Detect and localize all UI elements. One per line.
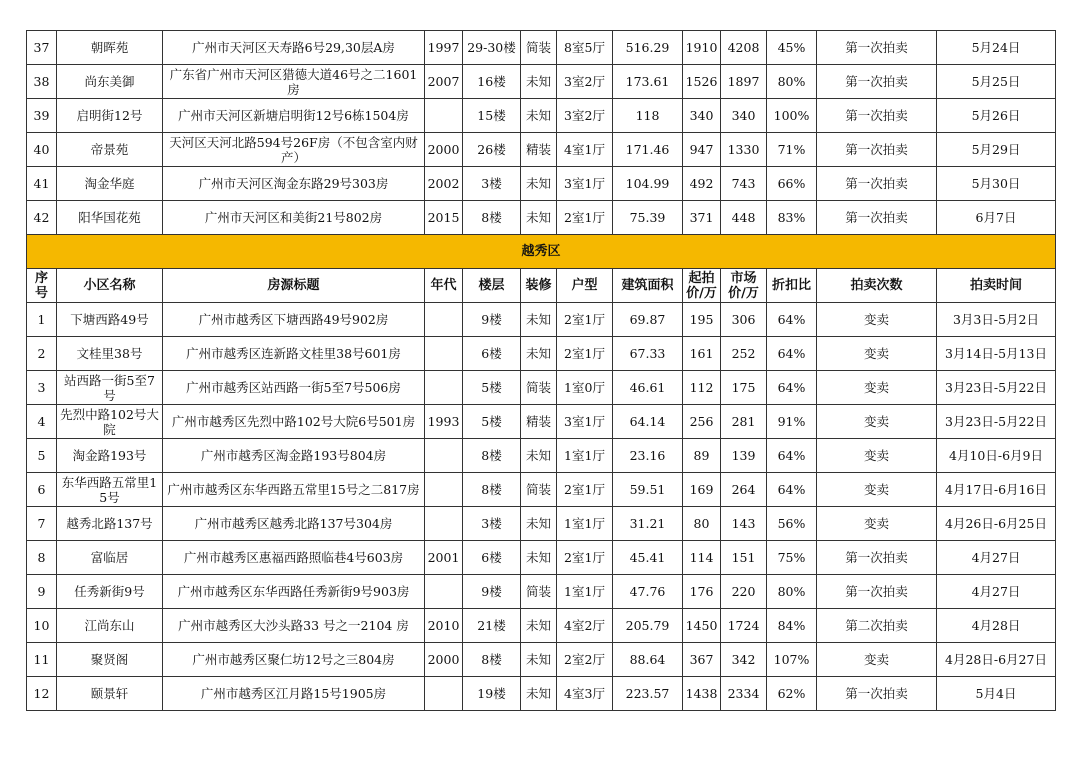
index-cell: 41	[27, 167, 57, 201]
listing-title-cell: 广州市越秀区连新路文桂里38号601房	[163, 337, 425, 371]
listing-title-cell: 广州市越秀区东华西路五常里15号之二817房	[163, 473, 425, 507]
listing-title-cell: 广州市越秀区下塘西路49号902房	[163, 303, 425, 337]
floor-area-cell: 45.41	[613, 541, 683, 575]
layout-cell: 1室1厅	[557, 575, 613, 609]
auction-listing-table	[26, 30, 1056, 711]
community-name-cell: 下塘西路49号	[57, 303, 163, 337]
listing-title-cell: 广州市越秀区淘金路193号804房	[163, 439, 425, 473]
table-row	[27, 439, 1056, 473]
index-cell: 37	[27, 31, 57, 65]
header-layout: 户型	[557, 269, 613, 303]
header-listing-title: 房源标题	[163, 269, 425, 303]
starting-price-cell: 371	[683, 201, 721, 235]
market-price-cell: 139	[721, 439, 767, 473]
community-name-cell: 先烈中路102号大院	[57, 405, 163, 439]
market-price-cell: 2334	[721, 677, 767, 711]
floor-cell: 3楼	[463, 167, 521, 201]
year-built-cell	[425, 677, 463, 711]
discount-ratio-cell: 83%	[767, 201, 817, 235]
year-built-cell: 2000	[425, 133, 463, 167]
year-built-cell	[425, 575, 463, 609]
starting-price-cell: 367	[683, 643, 721, 677]
discount-ratio-cell: 64%	[767, 371, 817, 405]
starting-price-cell: 80	[683, 507, 721, 541]
auction-round-cell: 第一次拍卖	[817, 677, 937, 711]
table-row	[27, 575, 1056, 609]
auction-round-cell: 变卖	[817, 337, 937, 371]
market-price-cell: 220	[721, 575, 767, 609]
community-name-cell: 尚东美御	[57, 65, 163, 99]
starting-price-cell: 112	[683, 371, 721, 405]
market-price-cell: 151	[721, 541, 767, 575]
layout-cell: 1室1厅	[557, 507, 613, 541]
community-name-cell: 越秀北路137号	[57, 507, 163, 541]
discount-ratio-cell: 91%	[767, 405, 817, 439]
layout-cell: 1室0厅	[557, 371, 613, 405]
market-price-cell: 340	[721, 99, 767, 133]
auction-round-cell: 第一次拍卖	[817, 31, 937, 65]
district-section-row	[27, 235, 1056, 269]
decoration-cell: 未知	[521, 303, 557, 337]
auction-date-cell: 5月26日	[937, 99, 1056, 133]
market-price-cell: 175	[721, 371, 767, 405]
floor-cell: 5楼	[463, 371, 521, 405]
table-row	[27, 65, 1056, 99]
market-price-cell: 743	[721, 167, 767, 201]
index-cell: 8	[27, 541, 57, 575]
floor-cell: 3楼	[463, 507, 521, 541]
header-auction-round: 拍卖次数	[817, 269, 937, 303]
layout-cell: 2室2厅	[557, 643, 613, 677]
community-name-cell: 富临居	[57, 541, 163, 575]
decoration-cell: 未知	[521, 609, 557, 643]
layout-cell: 2室1厅	[557, 337, 613, 371]
discount-ratio-cell: 45%	[767, 31, 817, 65]
index-cell: 7	[27, 507, 57, 541]
market-price-cell: 4208	[721, 31, 767, 65]
decoration-cell: 未知	[521, 439, 557, 473]
layout-cell: 4室1厅	[557, 133, 613, 167]
layout-cell: 1室1厅	[557, 439, 613, 473]
layout-cell: 2室1厅	[557, 541, 613, 575]
floor-area-cell: 47.76	[613, 575, 683, 609]
index-cell: 38	[27, 65, 57, 99]
decoration-cell: 未知	[521, 65, 557, 99]
community-name-cell: 站西路一街5至7号	[57, 371, 163, 405]
header-year-built: 年代	[425, 269, 463, 303]
year-built-cell	[425, 507, 463, 541]
auction-date-cell: 4月26日-6月25日	[937, 507, 1056, 541]
auction-round-cell: 变卖	[817, 473, 937, 507]
floor-area-cell: 46.61	[613, 371, 683, 405]
auction-round-cell: 第一次拍卖	[817, 541, 937, 575]
header-auction-date: 拍卖时间	[937, 269, 1056, 303]
year-built-cell: 2001	[425, 541, 463, 575]
auction-date-cell: 3月23日-5月22日	[937, 405, 1056, 439]
starting-price-cell: 256	[683, 405, 721, 439]
year-built-cell: 2007	[425, 65, 463, 99]
year-built-cell	[425, 337, 463, 371]
table-row	[27, 133, 1056, 167]
starting-price-cell: 114	[683, 541, 721, 575]
decoration-cell: 简装	[521, 371, 557, 405]
market-price-cell: 143	[721, 507, 767, 541]
listing-title-cell: 广州市越秀区惠福西路照临巷4号603房	[163, 541, 425, 575]
listing-title-cell: 广州市越秀区先烈中路102号大院6号501房	[163, 405, 425, 439]
layout-cell: 2室1厅	[557, 473, 613, 507]
header-market-price: 市场价/万	[721, 269, 767, 303]
auction-date-cell: 5月29日	[937, 133, 1056, 167]
layout-cell: 3室1厅	[557, 167, 613, 201]
floor-cell: 8楼	[463, 473, 521, 507]
header-community-name: 小区名称	[57, 269, 163, 303]
year-built-cell	[425, 439, 463, 473]
listing-title-cell: 广州市天河区天寿路6号29,30层A房	[163, 31, 425, 65]
listing-title-cell: 广州市越秀区站西路一街5至7号506房	[163, 371, 425, 405]
discount-ratio-cell: 64%	[767, 439, 817, 473]
year-built-cell	[425, 303, 463, 337]
listing-title-cell: 广州市越秀区东华西路任秀新街9号903房	[163, 575, 425, 609]
decoration-cell: 简装	[521, 575, 557, 609]
auction-round-cell: 第一次拍卖	[817, 65, 937, 99]
market-price-cell: 1724	[721, 609, 767, 643]
floor-cell: 9楼	[463, 303, 521, 337]
auction-date-cell: 3月14日-5月13日	[937, 337, 1056, 371]
listing-title-cell: 天河区天河北路594号26F房（不包含室内财产）	[163, 133, 425, 167]
index-cell: 6	[27, 473, 57, 507]
discount-ratio-cell: 64%	[767, 337, 817, 371]
table-row	[27, 609, 1056, 643]
table-row	[27, 99, 1056, 133]
index-cell: 12	[27, 677, 57, 711]
year-built-cell	[425, 371, 463, 405]
floor-area-cell: 67.33	[613, 337, 683, 371]
header-discount-ratio: 折扣比	[767, 269, 817, 303]
table-row	[27, 201, 1056, 235]
layout-cell: 8室5厅	[557, 31, 613, 65]
discount-ratio-cell: 84%	[767, 609, 817, 643]
floor-area-cell: 75.39	[613, 201, 683, 235]
auction-date-cell: 3月3日-5月2日	[937, 303, 1056, 337]
floor-cell: 8楼	[463, 201, 521, 235]
discount-ratio-cell: 80%	[767, 65, 817, 99]
market-price-cell: 342	[721, 643, 767, 677]
header-starting-price: 起拍价/万	[683, 269, 721, 303]
community-name-cell: 淘金路193号	[57, 439, 163, 473]
market-price-cell: 306	[721, 303, 767, 337]
market-price-cell: 1897	[721, 65, 767, 99]
table-row	[27, 473, 1056, 507]
year-built-cell: 2015	[425, 201, 463, 235]
index-cell: 40	[27, 133, 57, 167]
index-cell: 5	[27, 439, 57, 473]
starting-price-cell: 161	[683, 337, 721, 371]
auction-date-cell: 4月27日	[937, 541, 1056, 575]
layout-cell: 2室1厅	[557, 201, 613, 235]
floor-cell: 6楼	[463, 541, 521, 575]
layout-cell: 3室2厅	[557, 99, 613, 133]
auction-date-cell: 4月28日	[937, 609, 1056, 643]
index-cell: 39	[27, 99, 57, 133]
year-built-cell	[425, 473, 463, 507]
auction-date-cell: 5月24日	[937, 31, 1056, 65]
market-price-cell: 252	[721, 337, 767, 371]
auction-round-cell: 第一次拍卖	[817, 99, 937, 133]
auction-round-cell: 变卖	[817, 405, 937, 439]
auction-round-cell: 第二次拍卖	[817, 609, 937, 643]
decoration-cell: 未知	[521, 677, 557, 711]
floor-area-cell: 516.29	[613, 31, 683, 65]
community-name-cell: 阳华国花苑	[57, 201, 163, 235]
starting-price-cell: 1450	[683, 609, 721, 643]
discount-ratio-cell: 64%	[767, 473, 817, 507]
floor-cell: 5楼	[463, 405, 521, 439]
community-name-cell: 帝景苑	[57, 133, 163, 167]
index-cell: 4	[27, 405, 57, 439]
starting-price-cell: 1526	[683, 65, 721, 99]
listing-title-cell: 广州市天河区淘金东路29号303房	[163, 167, 425, 201]
table-row	[27, 643, 1056, 677]
listing-title-cell: 广州市越秀区江月路15号1905房	[163, 677, 425, 711]
market-price-cell: 264	[721, 473, 767, 507]
decoration-cell: 未知	[521, 507, 557, 541]
table-row	[27, 337, 1056, 371]
header-index: 序号	[27, 269, 57, 303]
auction-date-cell: 6月7日	[937, 201, 1056, 235]
table-row	[27, 677, 1056, 711]
table-row	[27, 31, 1056, 65]
year-built-cell: 2010	[425, 609, 463, 643]
community-name-cell: 聚贤阁	[57, 643, 163, 677]
discount-ratio-cell: 107%	[767, 643, 817, 677]
auction-round-cell: 变卖	[817, 303, 937, 337]
floor-area-cell: 59.51	[613, 473, 683, 507]
layout-cell: 4室2厅	[557, 609, 613, 643]
column-header-row	[27, 269, 1056, 303]
community-name-cell: 淘金华庭	[57, 167, 163, 201]
decoration-cell: 未知	[521, 201, 557, 235]
auction-date-cell: 4月28日-6月27日	[937, 643, 1056, 677]
layout-cell: 3室2厅	[557, 65, 613, 99]
auction-round-cell: 变卖	[817, 507, 937, 541]
market-price-cell: 1330	[721, 133, 767, 167]
layout-cell: 2室1厅	[557, 303, 613, 337]
decoration-cell: 未知	[521, 99, 557, 133]
floor-cell: 9楼	[463, 575, 521, 609]
index-cell: 42	[27, 201, 57, 235]
floor-area-cell: 88.64	[613, 643, 683, 677]
index-cell: 3	[27, 371, 57, 405]
auction-round-cell: 第一次拍卖	[817, 167, 937, 201]
index-cell: 11	[27, 643, 57, 677]
listing-title-cell: 广州市天河区和美街21号802房	[163, 201, 425, 235]
floor-cell: 15楼	[463, 99, 521, 133]
index-cell: 1	[27, 303, 57, 337]
discount-ratio-cell: 71%	[767, 133, 817, 167]
discount-ratio-cell: 75%	[767, 541, 817, 575]
community-name-cell: 朝晖苑	[57, 31, 163, 65]
starting-price-cell: 340	[683, 99, 721, 133]
table-row	[27, 507, 1056, 541]
starting-price-cell: 195	[683, 303, 721, 337]
listing-title-cell: 广东省广州市天河区猎德大道46号之二1601房	[163, 65, 425, 99]
index-cell: 9	[27, 575, 57, 609]
discount-ratio-cell: 64%	[767, 303, 817, 337]
starting-price-cell: 1910	[683, 31, 721, 65]
floor-cell: 19楼	[463, 677, 521, 711]
floor-area-cell: 69.87	[613, 303, 683, 337]
community-name-cell: 颐景轩	[57, 677, 163, 711]
auction-date-cell: 4月10日-6月9日	[937, 439, 1056, 473]
discount-ratio-cell: 66%	[767, 167, 817, 201]
community-name-cell: 东华西路五常里15号	[57, 473, 163, 507]
index-cell: 2	[27, 337, 57, 371]
floor-area-cell: 118	[613, 99, 683, 133]
year-built-cell: 1993	[425, 405, 463, 439]
auction-date-cell: 4月17日-6月16日	[937, 473, 1056, 507]
starting-price-cell: 492	[683, 167, 721, 201]
starting-price-cell: 1438	[683, 677, 721, 711]
floor-area-cell: 31.21	[613, 507, 683, 541]
market-price-cell: 281	[721, 405, 767, 439]
community-name-cell: 江尚东山	[57, 609, 163, 643]
starting-price-cell: 89	[683, 439, 721, 473]
starting-price-cell: 169	[683, 473, 721, 507]
floor-cell: 21楼	[463, 609, 521, 643]
floor-cell: 8楼	[463, 439, 521, 473]
auction-date-cell: 5月30日	[937, 167, 1056, 201]
floor-cell: 16楼	[463, 65, 521, 99]
decoration-cell: 精装	[521, 405, 557, 439]
header-floor-area: 建筑面积	[613, 269, 683, 303]
index-cell: 10	[27, 609, 57, 643]
auction-round-cell: 变卖	[817, 643, 937, 677]
community-name-cell: 任秀新街9号	[57, 575, 163, 609]
starting-price-cell: 176	[683, 575, 721, 609]
decoration-cell: 未知	[521, 337, 557, 371]
floor-area-cell: 171.46	[613, 133, 683, 167]
listing-title-cell: 广州市越秀区大沙头路33 号之一2104 房	[163, 609, 425, 643]
table-row	[27, 371, 1056, 405]
auction-round-cell: 变卖	[817, 371, 937, 405]
floor-area-cell: 205.79	[613, 609, 683, 643]
discount-ratio-cell: 80%	[767, 575, 817, 609]
floor-cell: 29-30楼	[463, 31, 521, 65]
decoration-cell: 未知	[521, 643, 557, 677]
layout-cell: 4室3厅	[557, 677, 613, 711]
auction-round-cell: 第一次拍卖	[817, 201, 937, 235]
auction-round-cell: 第一次拍卖	[817, 575, 937, 609]
table-row	[27, 405, 1056, 439]
discount-ratio-cell: 100%	[767, 99, 817, 133]
auction-round-cell: 第一次拍卖	[817, 133, 937, 167]
header-decoration: 装修	[521, 269, 557, 303]
year-built-cell	[425, 99, 463, 133]
year-built-cell: 2002	[425, 167, 463, 201]
floor-cell: 8楼	[463, 643, 521, 677]
table-row	[27, 303, 1056, 337]
floor-area-cell: 64.14	[613, 405, 683, 439]
year-built-cell: 1997	[425, 31, 463, 65]
auction-date-cell: 3月23日-5月22日	[937, 371, 1056, 405]
auction-date-cell: 5月25日	[937, 65, 1056, 99]
discount-ratio-cell: 62%	[767, 677, 817, 711]
auction-round-cell: 变卖	[817, 439, 937, 473]
decoration-cell: 简装	[521, 31, 557, 65]
layout-cell: 3室1厅	[557, 405, 613, 439]
floor-area-cell: 223.57	[613, 677, 683, 711]
header-floor: 楼层	[463, 269, 521, 303]
table-row	[27, 167, 1056, 201]
discount-ratio-cell: 56%	[767, 507, 817, 541]
district-title: 越秀区	[27, 235, 1056, 269]
decoration-cell: 简装	[521, 473, 557, 507]
starting-price-cell: 947	[683, 133, 721, 167]
community-name-cell: 启明街12号	[57, 99, 163, 133]
listing-title-cell: 广州市越秀区越秀北路137号304房	[163, 507, 425, 541]
floor-area-cell: 23.16	[613, 439, 683, 473]
listing-title-cell: 广州市天河区新塘启明街12号6栋1504房	[163, 99, 425, 133]
auction-date-cell: 4月27日	[937, 575, 1056, 609]
table-row	[27, 541, 1056, 575]
decoration-cell: 未知	[521, 167, 557, 201]
floor-cell: 6楼	[463, 337, 521, 371]
decoration-cell: 未知	[521, 541, 557, 575]
floor-area-cell: 104.99	[613, 167, 683, 201]
market-price-cell: 448	[721, 201, 767, 235]
listing-title-cell: 广州市越秀区聚仁坊12号之三804房	[163, 643, 425, 677]
community-name-cell: 文桂里38号	[57, 337, 163, 371]
year-built-cell: 2000	[425, 643, 463, 677]
decoration-cell: 精装	[521, 133, 557, 167]
floor-area-cell: 173.61	[613, 65, 683, 99]
floor-cell: 26楼	[463, 133, 521, 167]
auction-date-cell: 5月4日	[937, 677, 1056, 711]
